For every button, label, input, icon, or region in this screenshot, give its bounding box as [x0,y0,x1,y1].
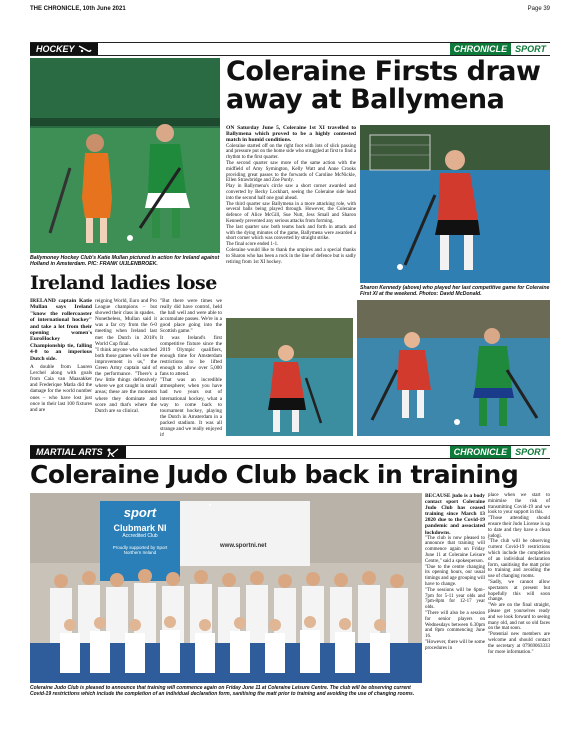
judo-story-p4: "There will also be a session for senior players on Wednesdays between 6.30pm and 8pm commencing June 16. [425,611,485,640]
ireland-story-p4: "I think anyone who watched both those games will see the improvement in us," the Green Army captain said of the performance. "There's a few little things defensively where we got caught in small areas; these are the moments where they dominate and score and that's where the Dutch are so clinical. [95,346,157,414]
banner-clubmark: Clubmark NI [113,523,167,533]
judo-story-p3: "The sessions will be 6pm–7pm for 5-11 year olds and 7pm-8pm for 12-17 year olds. [425,587,485,611]
hockey-tag-label: HOCKEY [36,44,75,54]
mullan-action-photo [30,58,220,253]
judo-headline: Coleraine Judo Club back in training [30,460,519,489]
brand-part1: CHRONICLE [450,446,512,458]
judo-club-photo [30,493,422,683]
banner-url: www.sportni.net [220,543,267,549]
mullan-photo-caption: Ballymoney Hockey Club's Katie Mullan pictured in action for Ireland against Holland in Amsterdam. PIC: FRANK UIJLENBROEK. [30,255,220,267]
banner-sport-logo: sport [123,505,157,520]
martial-arts-tag [30,446,126,458]
ireland-story-col1 [30,298,92,413]
hockey-stick-icon [78,45,92,53]
judo-story-p5: "However, there will be some procedures in [425,640,485,651]
judo-story-p7: "Those attending should ensure their Judo License is up to date and they have a clean judogi. [488,516,550,539]
martial-arts-section-bar [30,445,550,459]
judo-story-p11: "Potential new members are welcome and should contact the secretary at 07969063333 for more information." [488,632,550,655]
martial-arts-icon [106,448,120,457]
judo-story-col1 [425,493,485,652]
match-report-p4: The third quarter saw Ballymena in a more attacking role, with several balls being played through. However, the Coleraine defence of Alice McGill, Sue Nutt, Jess Small and Sharon Kennedy prevented any serious attacks from forming. [226,201,356,224]
match-report-p5: The last quarter saw both teams back and forth in attack and with the dying minutes of the game, Ballymena were awarded a short corner which was converted by straight strike. [226,224,356,242]
judo-story-p9: "Sadly, we cannot allow spectators at present but hopefully this will soon change. [488,579,550,603]
judo-photo-caption: Coleraine Judo Club is pleased to announce that training will commence again on Friday June 11 at Coleraine Leisure Centre. The club will be observing current Covid-19 restrictions which include the completion of an individual declaration form, sanitising the matt prior to training and avoiding the use of changing rooms. [30,685,415,697]
judo-story-lead: BECAUSE judo is a body contact sport Coleraine Judo Club has ceased training since March 13 2020 due to the Covid-19 pandemic and associated lockdowns. [425,493,485,536]
martial-arts-tag-label: MARTIAL ARTS [36,447,103,457]
kennedy-photo-caption: Sharon Kennedy (above) who played her last competitive game for Coleraine First XI at the weekend. Photos: David McDonald. [360,285,550,297]
kennedy-photo [360,125,550,283]
match-report-p7: Coleraine would like to thank the umpires and a special thanks to Sharon who has been a rock in the line of defence but is sadly retiring from 1st XI hockey. [226,247,356,265]
ireland-story-p3: Nonetheless, Mullan said it was a far cry from the 6-0 meeting when Ireland last met the Dutch in 2018's World Cup final. [95,316,157,347]
coleraine-player-photo [226,318,353,436]
ireland-story-p5: "But there were times we really did have control, held the ball well and were able to accumulate passes. We're in a good place going into the Scottish game." [160,298,222,335]
ireland-story-col3 [160,298,222,438]
judo-story-p1: "The club is now pleased to announce that training will commence again on Friday June 11 at Coleraine Leisure Centre," said a spokesperson. [425,535,485,564]
match-report-p2: The second quarter saw more of the same action with the midfield of Amy Symington, Kelly Watt and Anne Crooks providing great passes to the forwards of Caroline McNickle, Ellen Strawbridge and Zoe Purdy. [226,161,356,184]
judo-story-col2 [488,493,550,655]
banner-support: Proudly supported by Sport Northern Ireland [112,545,168,555]
page-number: Page 39 [527,6,550,12]
page-header [30,6,550,12]
judo-story-p2: "Due to the centre changing its opening hours, our usual timings and age grouping will have to change. [425,564,485,588]
chronicle-sport-logo-2 [450,446,550,458]
ireland-story-p2: reigning World, Euro and Pro League champions – but showed their class in spades. [95,298,157,317]
judo-story-p8: "The club will be observing current Covid-19 restrictions which include the completion of an individual declaration form, sanitising the matt prior to training and avoiding the use of changing rooms. [488,539,550,580]
ireland-story-p6: It was Ireland's first competitive fixture since the 2019 Olympic qualifiers, enough time for Amsterdam restrictions to be lifted enough to allow over 5,000 fans to attend. [160,334,222,378]
match-report-p1: Coleraine started off on the right foot with lots of slick passing and pressure put on the home side who struggled at first to find a rhythm to the first quarter. [226,143,356,161]
brand-part1: CHRONICLE [450,43,512,55]
judo-story-p6: place when we start to minimise the risk of transmitting Covid-19 and we look to your support in this. [488,493,550,516]
chronicle-sport-logo [450,43,550,55]
match-report [226,125,356,265]
match-report-p3: Play in Ballymena's circle saw a short corner awarded and converted by Becky Lockhart, seeing the Coleraine side head into the second half one goal ahead. [226,184,356,201]
brand-part2: SPORT [511,447,550,457]
ireland-ladies-headline: Ireland ladies lose [30,272,217,294]
ireland-story-p7: "That was an incredible atmosphere; when you have had two years out of international hockey, what a way to come back to tournament hockey, playing the Dutch in Amsterdam in a packed stadium. It was all strange and we really enjoyed it! [160,377,222,439]
match-report-lead: ON Saturday June 5, Coleraine 1st XI travelled to Ballymena which proved to be a highly contested match in humid conditions. [226,125,356,144]
hockey-section-bar [30,42,550,56]
ireland-story-col2 [95,298,157,414]
clubmark-banner [100,501,180,581]
banner-accredited: Accredited Club [122,533,158,539]
hockey-headline: Coleraine Firsts draw away at Ballymena [226,56,541,115]
ireland-story-lead: IRELAND captain Katie Mullan says Ireland "know the rollercoaster of international hockey" and take a lot from their opening women's EuroHockey Championship tie, falling 4-0 to an imperious Dutch side. [30,298,92,362]
match-report-p6: The final score ended 1-1. [226,242,279,248]
hockey-tag [30,43,98,55]
judo-story-p10: "We are on the final straight, please get yourselves ready and we look forward to seeing many old, and not so old faces on the mat soon. [488,603,550,632]
ireland-story-p1: A double from Lauren Lerchel along with goals from Caia van Maasakker and Frederique Matla did the damage for the world number ones – who have lost just once in their last 100 fixtures and are [30,364,92,413]
brand-part2: SPORT [511,44,550,54]
ballymena-action-photo [357,300,550,436]
publication-date: THE CHRONICLE, 10th June 2021 [30,6,126,12]
